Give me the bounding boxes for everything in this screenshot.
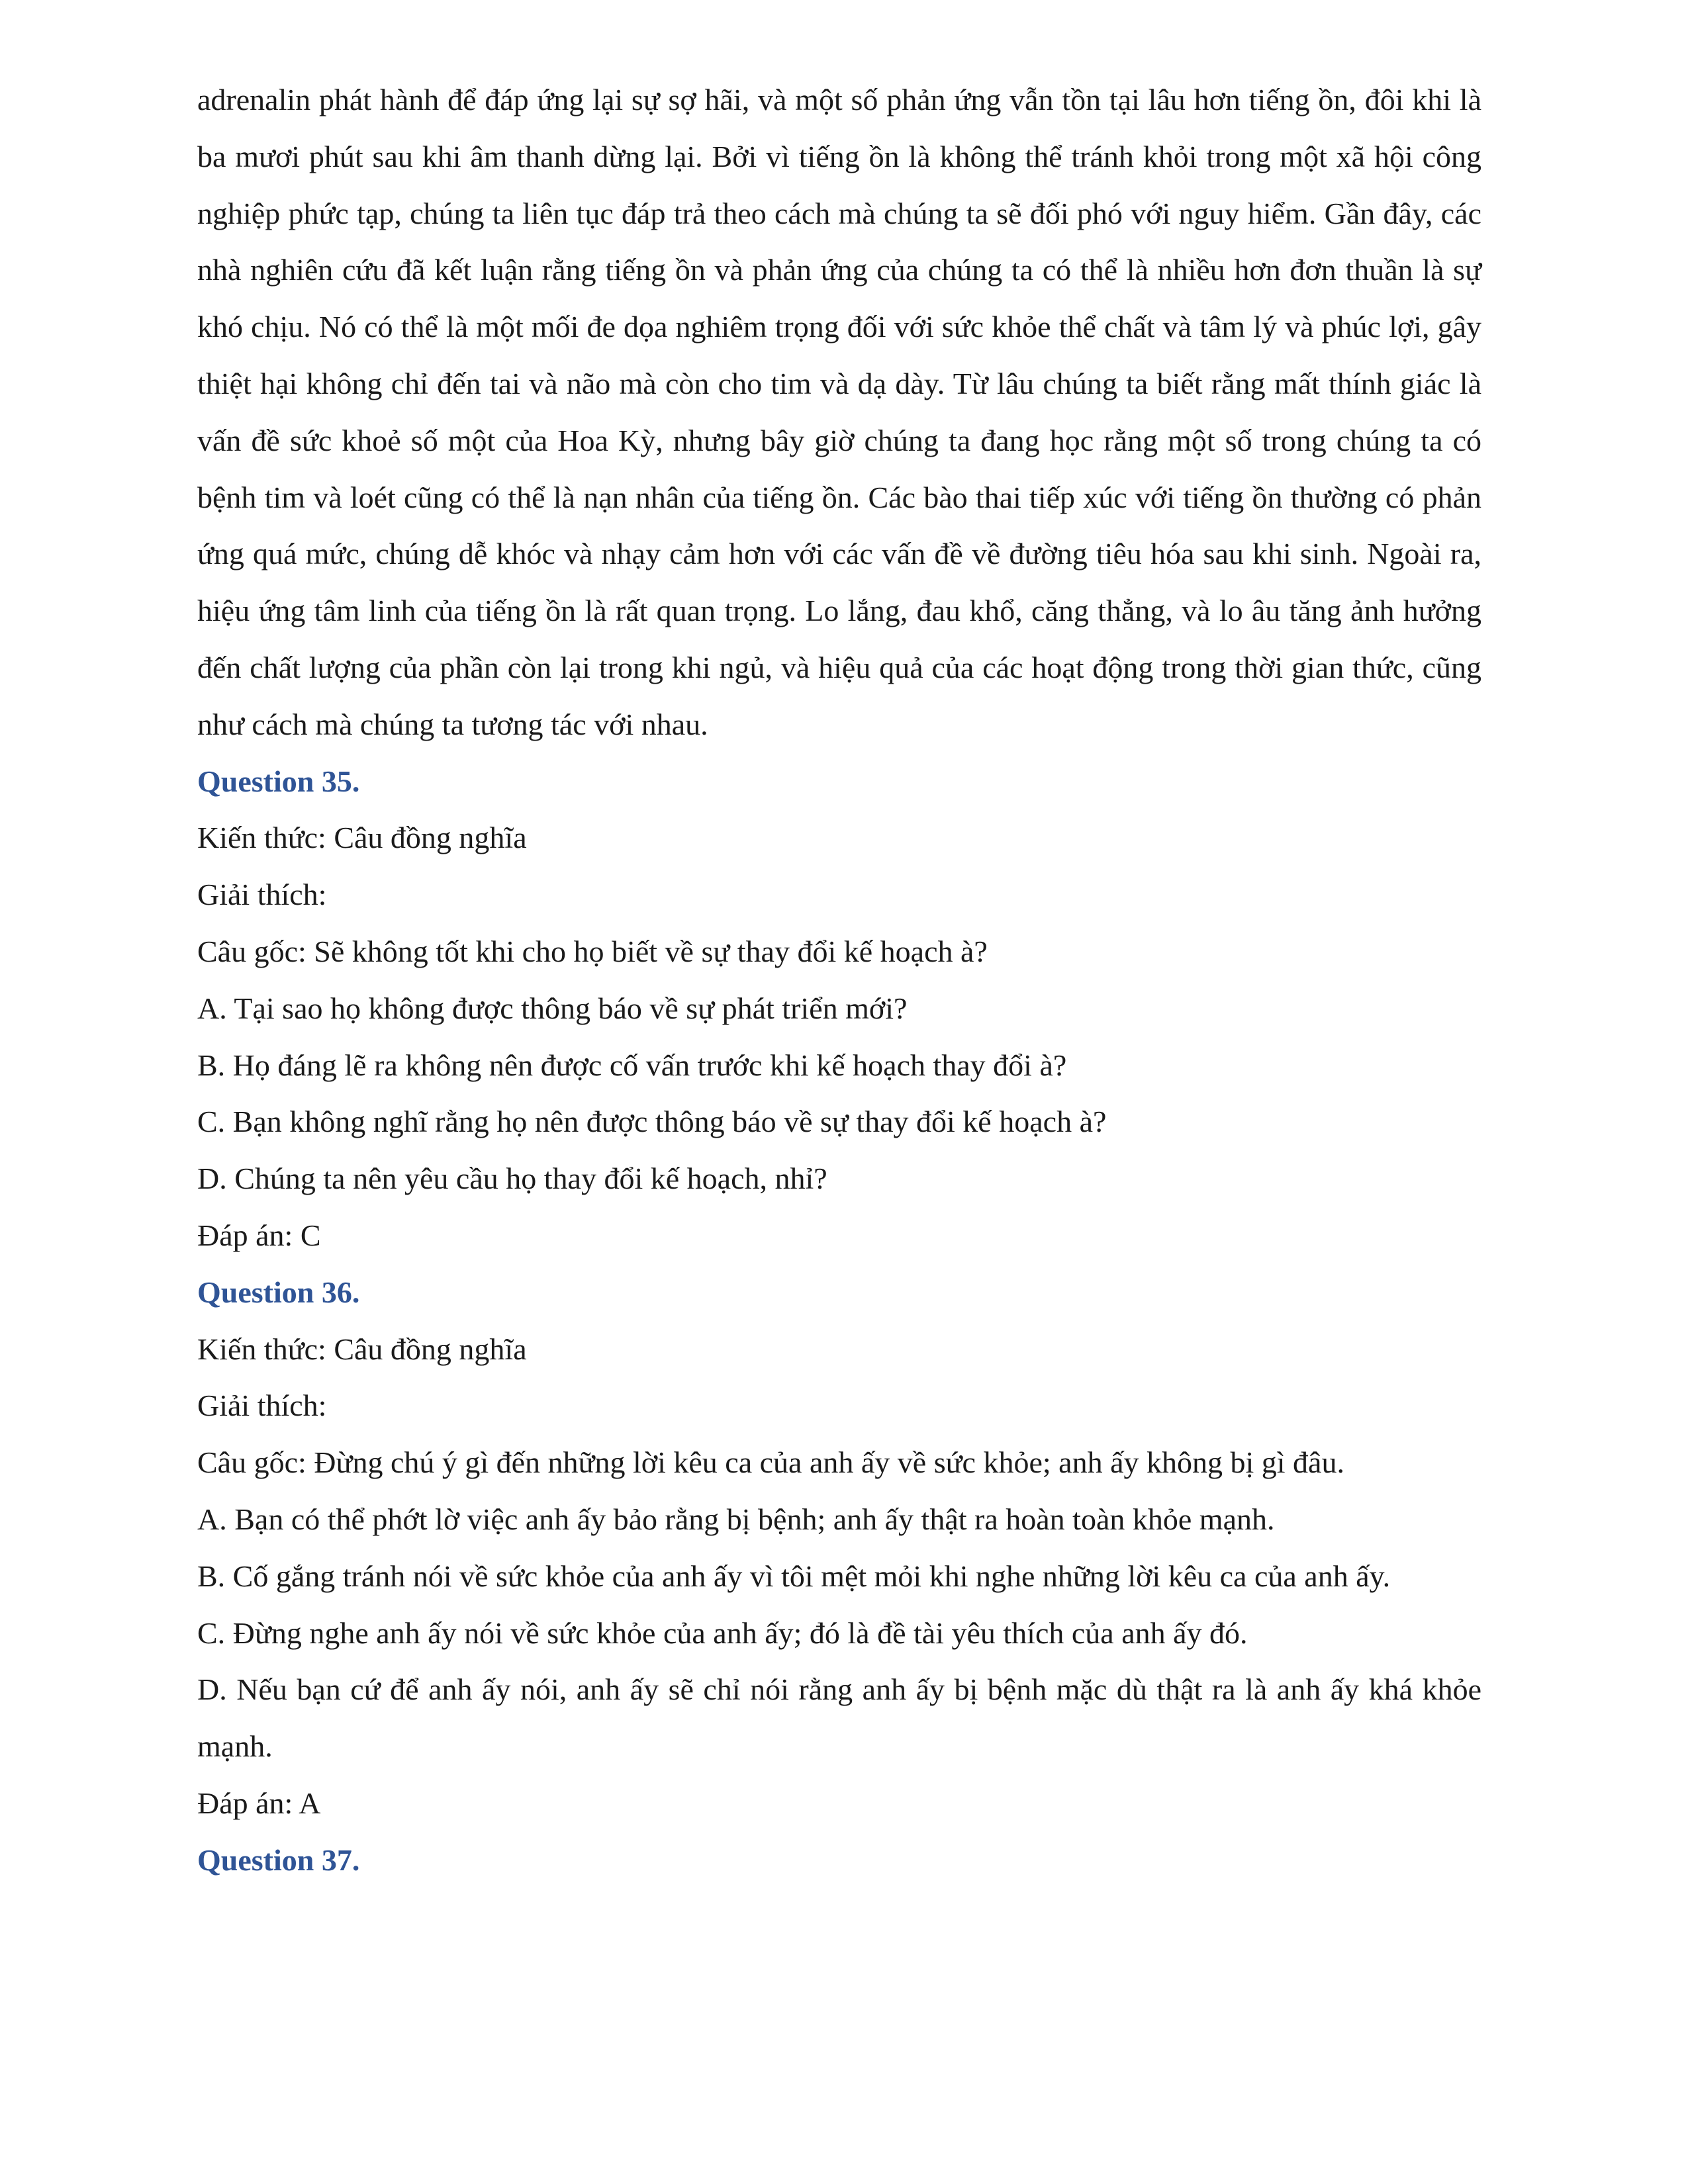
question-36-explain-label: Giải thích: [197,1388,327,1423]
question-36-section [197,1264,1481,1832]
question-36-option-c: C. Đừng nghe anh ấy nói về sức khỏe của anh ấy; đó là đề tài yêu thích của anh ấy đó. [197,1615,1248,1650]
document-page [197,71,1481,1889]
question-36-heading: Question 36. [197,1275,360,1309]
question-35-option-b: B. Họ đáng lẽ ra không nên được cố vấn trước khi kế hoạch thay đổi à? [197,1048,1067,1082]
question-36-original-sentence: Câu gốc: Đừng chú ý gì đến những lời kêu ca của anh ấy về sức khỏe; anh ấy không bị gì đâu. [197,1445,1344,1480]
question-36-option-d: D. Nếu bạn cứ để anh ấy nói, anh ấy sẽ chỉ nói rằng anh ấy bị bệnh mặc dù thật ra là anh ấy khá khỏe mạnh. [197,1672,1481,1764]
question-35-option-a: A. Tại sao họ không được thông báo về sự phát triển mới? [197,991,908,1025]
question-35-answer: Đáp án: C [197,1218,321,1252]
question-35-heading: Question 35. [197,764,360,798]
question-35-option-c: C. Bạn không nghĩ rằng họ nên được thông báo về sự thay đổi kế hoạch à? [197,1105,1107,1139]
question-36-option-a: A. Bạn có thể phớt lờ việc anh ấy bảo rằng bị bệnh; anh ấy thật ra hoàn toàn khỏe mạnh. [197,1502,1275,1536]
question-36-option-b: B. Cố gắng tránh nói về sức khỏe của anh ấy vì tôi mệt mỏi khi nghe những lời kêu ca của anh ấy. [197,1559,1391,1593]
question-37-heading: Question 37. [197,1843,360,1877]
question-35-explain-label: Giải thích: [197,878,327,912]
passage-paragraph: adrenalin phát hành để đáp ứng lại sự sợ hãi, và một số phản ứng vẫn tồn tại lâu hơn tiếng ồn, đôi khi là ba mươi phút sau khi âm thanh dừng lại. Bởi vì tiếng ồn là không thể tránh khỏi trong một xã hội công nghiệp phức tạp, chúng ta liên tục đáp trả theo cách mà chúng ta sẽ đối phó với nguy hiểm. Gần đây, các nhà nghiên cứu đã kết luận rằng tiếng ồn và phản ứng của chúng ta có thể là nhiều hơn đơn thuần là sự khó chịu. Nó có thể là một mối đe dọa nghiêm trọng đối với sức khỏe thể chất và tâm lý và phúc lợi, gây thiệt hại không chỉ đến tai và não mà còn cho tim và dạ dày. Từ lâu chúng ta biết rằng mất thính giác là vấn đề sức khoẻ số một của Hoa Kỳ, nhưng bây giờ chúng ta đang học rằng một số trong chúng ta có bệnh tim và loét cũng có thể là nạn nhân của tiếng ồn. Các bào thai tiếp xúc với tiếng ồn thường có phản ứng quá mức, chúng dễ khóc và nhạy cảm hơn với các vấn đề về đường tiêu hóa sau khi sinh. Ngoài ra, hiệu ứng tâm linh của tiếng ồn là rất quan trọng. Lo lắng, đau khổ, căng thẳng, và lo âu tăng ảnh hưởng đến chất lượng của phần còn lại trong khi ngủ, và hiệu quả của các hoạt động trong thời gian thức, cũng như cách mà chúng ta tương tác với nhau. [197,83,1481,741]
question-35-option-d: D. Chúng ta nên yêu cầu họ thay đổi kế hoạch, nhỉ? [197,1161,827,1196]
question-35-section [197,753,1481,1264]
question-35-original-sentence: Câu gốc: Sẽ không tốt khi cho họ biết về sự thay đổi kế hoạch à? [197,934,988,968]
question-37-section [197,1832,1481,1889]
question-36-knowledge: Kiến thức: Câu đồng nghĩa [197,1332,527,1366]
question-36-answer: Đáp án: A [197,1786,321,1820]
question-35-knowledge: Kiến thức: Câu đồng nghĩa [197,821,527,855]
